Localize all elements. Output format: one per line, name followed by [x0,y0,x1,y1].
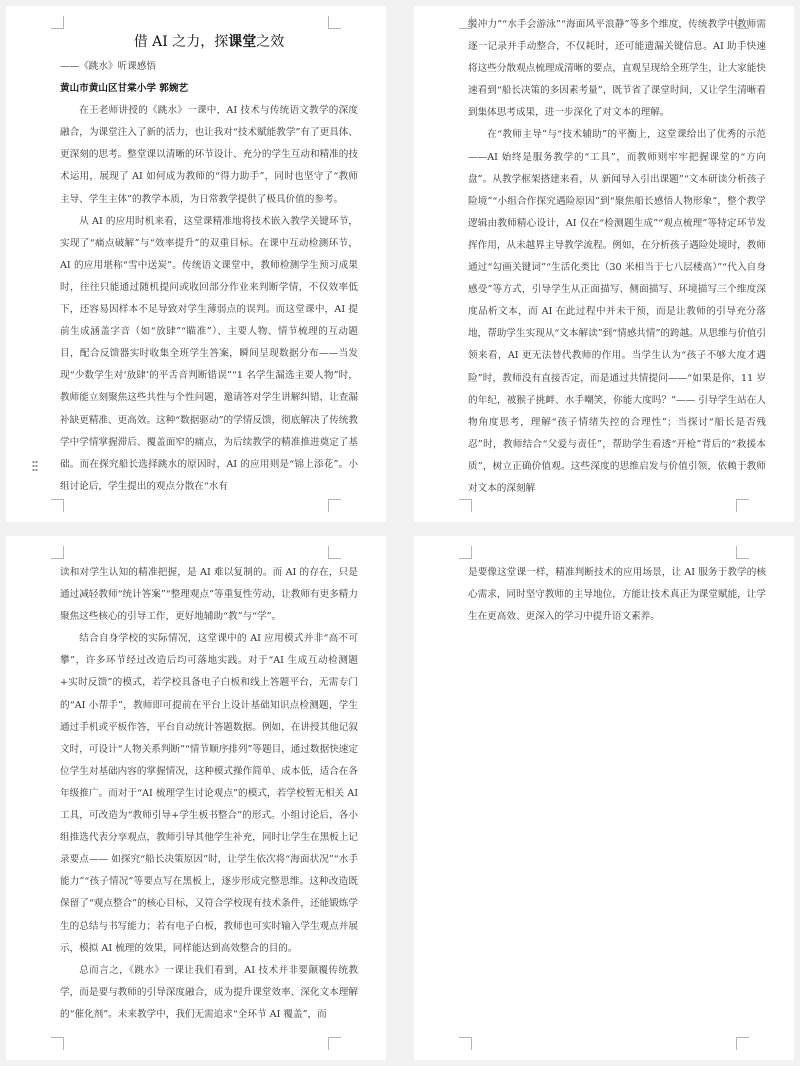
document-title [60,32,358,52]
crop-mark [328,499,341,512]
page-1-content [60,28,358,498]
page-3-content [60,562,358,1026]
page-4-content [468,562,766,628]
crop-mark [736,499,749,512]
crop-mark [328,1037,341,1050]
page-2 [414,6,794,522]
paragraph: 读和对学生认知的精准把握，是 AI 难以复制的。而 AI 的存在，只是通过减轻教师“统计答案”“整理观点”等重复性劳动，让教师有更多精力聚焦这些核心的引导工作，更好地辅助“教”与“学”。 [60,567,358,623]
title-part: 借 AI 之力，探 [133,34,229,50]
paragraph: 缓冲力”“水手会游泳”“海面风平浪静”等多个维度，传统教学中教师需逐一记录并手动整合，不仅耗时，还可能遗漏关键信息。AI 助手快速将这些分散观点梳理成清晰的要点，直观呈现给全班学生，让大家能快速看到“船长决策的多因素考量”，既节省了课堂时间，又让学生清晰看到集体思考成果，进一步深化了对文本的理解。 [468,19,766,119]
paragraph: 结合自身学校的实际情况，这堂课中的 AI 应用模式并非“高不可攀”，许多环节经过改造后均可落地实践。对于“AI 生成互动检测题+实时反馈”的模式，若学校具备电子白板和线上答题平台，无需专门的“AI 小帮手”，教师即可提前在平台上设计基础知识点检测题，学生通过手机或平板作答，平台自动统计答题数据。例如，在讲授其他记叙文时，可设计“人物关系判断”“情节顺序排列”等题目，通过数据快速定位学生对基础内容的掌握情况，这种模式操作简单、成本低，适合在各年级推广。而对于“AI 梳理学生讨论观点”的模式，若学校暂无相关 AI 工具，可改造为“教师引导+学生板书整合”的形式。小组讨论后，各小组推选代表分享观点，教师引导其他学生补充，同时让学生在黑板上记录要点—— 如探究“船长决策原因”时，让学生依次将“海面状况”“水手能力”“孩子情况”等要点写在黑板上，逐步形成完整思维。这种改造既保留了“观点整合”的核心目标，又符合学校现有技术条件，还能锻炼学生的总结与书写能力；若有电子白板，教师也可实时输入学生观点并展示，模拟 AI 梳理的效果，同样能达到高效整合的目的。 [60,633,358,954]
page-4 [414,536,794,1060]
crop-mark [51,546,64,559]
paragraph: 是要像这堂课一样，精准判断技术的应用场景，让 AI 服务于教学的核心需求，同时坚守教师的主导地位，方能让技术真正为课堂赋能，让学生在更高效、更深入的学习中提升语文素养。 [468,567,766,623]
paragraph: 在王老师讲授的《跳水》一课中，AI 技术与传统语文教学的深度融合，为课堂注入了新的活力，也让我对“技术赋能教学”有了更具体、更深刻的思考。整堂课以清晰的环节设计、充分的学生互动和精准的技术运用，展现了 AI 如何成为教师的“得力助手”，同时也坚守了“教师主导、学生主体”的教学本质，为日常教学提供了极具价值的参考。 [60,105,358,205]
crop-mark [51,1037,64,1050]
crop-mark [736,546,749,559]
page-2-content [468,14,766,500]
title-part: 之效 [256,34,285,50]
page-3 [6,536,386,1060]
page-1 [6,6,386,522]
drag-handle-icon[interactable] [32,460,38,472]
title-emphasis: 课堂 [228,34,257,50]
paragraph: 在“教师主导”与“技术辅助”的平衡上，这堂课给出了优秀的示范——AI 始终是服务教学的“工具”，而教师则牢牢把握课堂的“方向盘”。从教学框架搭建来看，从 新闻导入引出课题”“文本研读分析孩子险境”“小组合作探究遇险原因”到“聚焦船长感悟人物形象”，整个教学逻辑由教师精心设计，AI 仅在“检测题生成”“观点梳理”等特定环节发挥作用，从未越界主导教学流程。例如，在分析孩子遇险处境时，教师通过“勾画关键词”“生活化类比（30 米相当于七八层楼高）”“代入自身感受”等方式，引导学生从正面描写、侧面描写、环境描写三个维度深度品析文本，而 AI 在此过程中并未干预，而是让教师的引导充分落地，帮助学生实现从“文本解读”到“情感共情”的跨越。从思维与价值引领来看，AI 更无法替代教师的作用。当学生认为“孩子不够大度才遇险”时，教师没有直接否定，而是通过共情提问——“如果是你，11 岁的年纪，被猴子挑衅、水手嘲笑，你能大度吗？”—— 引导学生站在人物角度思考，理解“孩子情绪失控的合理性”；当探讨“船长是否残忍”时，教师结合“父爱与责任”，帮助学生看透“开枪”背后的“救援本质”，树立正确价值观。这些深度的思维启发与价值引领，依赖于教师对文本的深刻解 [468,129,766,494]
paragraph: 从 AI 的应用时机来看，这堂课精准地将技术嵌入教学关键环节，实现了“痛点破解”与“效率提升”的双重目标。在课中互动检测环节，AI 的应用堪称“雪中送炭”。传统语文课堂中，教师检测学生预习成果时，往往只能通过随机提问或收回部分作业来判断学情，不仅效率低下，还容易因样本不足导致对学生薄弱点的误判。而这堂课中，AI 提前生成涵盖字音（如“放肆”“瞄准”）、主要人物、情节梳理的互动题目，配合反馈器实时收集全班学生答案，瞬间呈现数据分布——当发现“少数学生对‘放肆’的平舌音判断错误”“1 名学生漏选主要人物”时，教师能立刻聚焦这些共性与个性问题，邀请答对学生讲解纠错，让查漏补缺更精准、更高效。这种“数据驱动”的学情反馈，彻底解决了传统教学中学情掌握滞后、覆盖面窄的痛点，为后续教学的精准推进奠定了基础。而在探究船长选择跳水的原因时，AI 的应用则是“锦上添花”。小组讨论后，学生提出的观点分散在“水有 [60,215,358,492]
crop-mark [736,1037,749,1050]
crop-mark [459,546,472,559]
crop-mark [51,499,64,512]
document-subtitle: ——《跳水》听课感悟 [60,61,156,72]
crop-mark [459,1037,472,1050]
crop-mark [328,546,341,559]
paragraph: 总而言之，《跳水》一课让我们看到，AI 技术并非要颠覆传统教学，而是要与教师的引导深度融合，成为提升课堂效率、深化文本理解的“催化剂”。未来教学中，我们无需追求“全环节 AI 覆盖”，而 [60,964,358,1020]
crop-mark [459,499,472,512]
document-author: 黄山市黄山区甘棠小学 郭婉艺 [60,83,189,95]
